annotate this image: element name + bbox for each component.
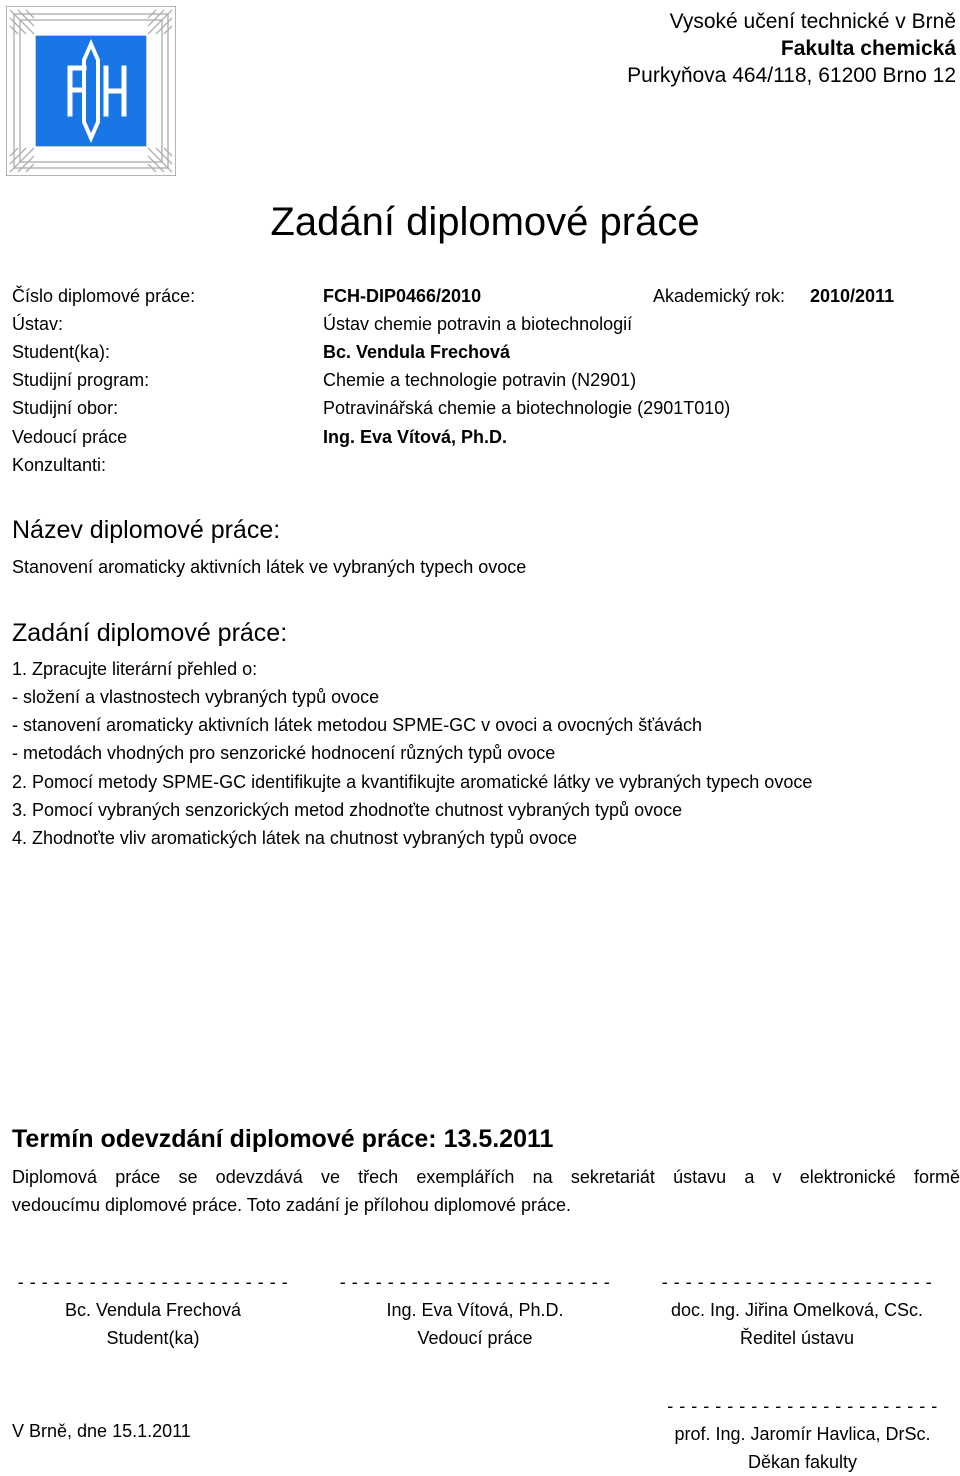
supervisor-signature-block xyxy=(330,1268,620,1352)
faculty-logo xyxy=(6,6,176,176)
director-signature-role: Ředitel ústavu xyxy=(739,1328,855,1348)
document-title: Zadání diplomové práce xyxy=(270,200,700,244)
director-signature-name: doc. Ing. Jiřina Omelková, CSc. xyxy=(670,1300,924,1320)
director-signature-block xyxy=(652,1268,942,1352)
student-signature-block xyxy=(8,1268,298,1352)
dean-signature-role: Děkan fakulty xyxy=(747,1452,858,1472)
submission-note-line: vedoucímu diplomové práce. Toto zadání je přílohou diplomové práce. xyxy=(12,1195,572,1215)
dean-signature-name: prof. Ing. Jaromír Havlica, DrSc. xyxy=(674,1424,931,1444)
faculty-name: Fakulta chemická xyxy=(780,37,956,60)
assignment-line: 2. Pomocí metody SPME-GC identifikujte a kvantifikujte aromatické látky ve vybraných typech ovoce xyxy=(12,772,813,792)
assignment-line: - metodách vhodných pro senzorické hodnocení různých typů ovoce xyxy=(12,743,556,763)
student-signature-name: Bc. Vendula Frechová xyxy=(64,1300,242,1320)
consultants-label: Konzultanti: xyxy=(12,455,107,475)
place-and-date: V Brně, dne 15.1.2011 xyxy=(12,1421,191,1441)
signature-line: - - - - - - - - - - - - - - - - - - - - - - - xyxy=(661,1272,933,1292)
study-field-label: Studijní obor: xyxy=(12,398,119,418)
faculty-address: Purkyňova 464/118, 61200 Brno 12 xyxy=(627,64,956,87)
supervisor-label: Vedoucí práce xyxy=(12,427,128,447)
assignment-line: - složení a vlastnostech vybraných typů ovoce xyxy=(12,687,380,707)
student-label: Student(ka): xyxy=(12,342,111,362)
signature-line: - - - - - - - - - - - - - - - - - - - - - - - xyxy=(339,1272,611,1292)
assignment-heading: Zadání diplomové práce: xyxy=(12,619,288,647)
deadline-heading: Termín odevzdání diplomové práce: 13.5.2011 xyxy=(12,1125,554,1153)
dean-signature-block xyxy=(655,1392,950,1476)
signature-line: - - - - - - - - - - - - - - - - - - - - - - - xyxy=(667,1396,938,1416)
submission-note xyxy=(12,1163,960,1219)
thesis-name-text: Stanovení aromaticky aktivních látek ve vybraných typech ovoce xyxy=(12,557,527,577)
institute-value: Ústav chemie potravin a biotechnologií xyxy=(323,314,633,334)
student-value: Bc. Vendula Frechová xyxy=(323,342,511,362)
thesis-name-heading: Název diplomové práce: xyxy=(12,516,281,544)
academic-year-value: 2010/2011 xyxy=(810,286,895,306)
supervisor-signature-name: Ing. Eva Vítová, Ph.D. xyxy=(386,1300,564,1320)
signature-line: - - - - - - - - - - - - - - - - - - - - - - - xyxy=(17,1272,289,1292)
thesis-number-label: Číslo diplomové práce: xyxy=(12,286,196,306)
study-program-label: Studijní program: xyxy=(12,370,150,390)
supervisor-signature-role: Vedoucí práce xyxy=(417,1328,533,1348)
assignment-line: 4. Zhodnoťte vliv aromatických látek na chutnost vybraných typů ovoce xyxy=(12,828,578,848)
supervisor-value: Ing. Eva Vítová, Ph.D. xyxy=(323,427,508,447)
institution-name: Vysoké učení technické v Brně xyxy=(669,10,956,33)
assignment-line: 3. Pomocí vybraných senzorických metod zhodnoťte chutnost vybraných typů ovoce xyxy=(12,800,683,820)
submission-note-line: Diplomová práce se odevzdává ve třech exemplářích na sekretariát ústavu a v elektronické formě xyxy=(12,1167,960,1187)
study-field-value: Potravinářská chemie a biotechnologie (2901T010) xyxy=(323,398,731,418)
academic-year-label: Akademický rok: xyxy=(653,286,786,306)
assignment-line: 1. Zpracujte literární přehled o: xyxy=(12,659,258,679)
thesis-number-value: FCH-DIP0466/2010 xyxy=(323,286,482,306)
study-program-value: Chemie a technologie potravin (N2901) xyxy=(323,370,637,390)
fch-logo-icon xyxy=(6,6,176,176)
institute-label: Ústav: xyxy=(12,314,64,334)
assignment-line: - stanovení aromaticky aktivních látek metodou SPME-GC v ovoci a ovocných šťávách xyxy=(12,715,703,735)
student-signature-role: Student(ka) xyxy=(106,1328,200,1348)
